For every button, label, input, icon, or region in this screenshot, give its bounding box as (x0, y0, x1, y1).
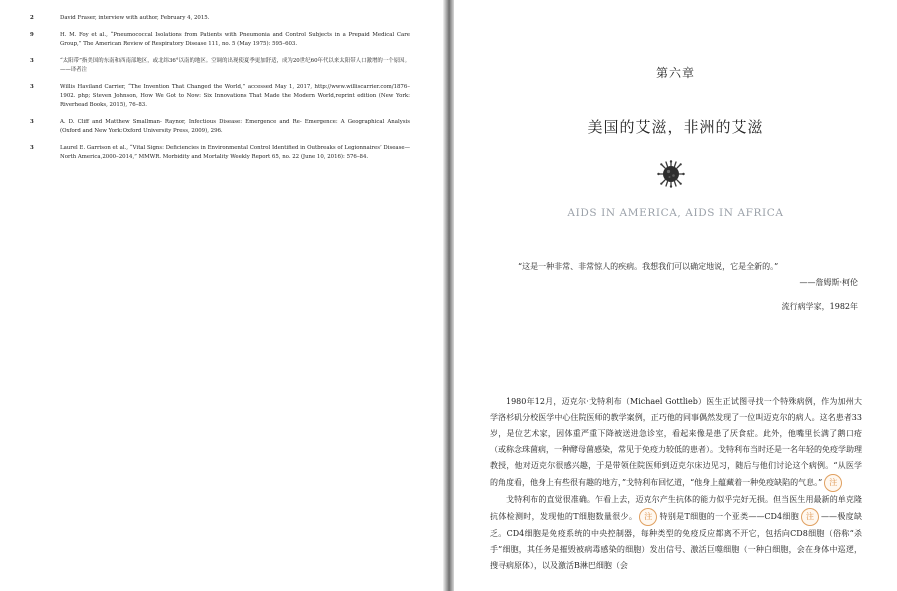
epigraph (518, 259, 858, 315)
body-paragraph-text: 戈特利布的直觉很准确。乍看上去，迈克尔产生抗体的能力似乎完好无损。但当医生用最新的单克隆抗体检测时，发现他的T细胞数量很少。 (490, 495, 862, 521)
endnote-item (30, 57, 410, 75)
endnote-number: 3 (30, 119, 34, 125)
endnote-text: Willis Haviland Carrier, “The Invention That Changed the World,” accessed May 1, 2017, http://www.williscarrier.com/1876–1902. php; Steven Johnson, How We Got to Now: Six Innovations That Made the Modern World,reprint edition (New York: Riverhead Books, 2015), 76–83. (60, 84, 410, 108)
body-paragraph-text: 1980年12月，迈克尔·戈特利布（Michael Gottlieb）医生正试图寻找一个特殊病例，作为加州大学洛杉矶分校医学中心住院医师的教学案例，正巧他的同事偶然发现了一位叫迈克尔的病人。这名患者33岁，是位艺术家，因体重严重下降被送进急诊室，看起来像是患了厌食症。此外，他嘴里长满了鹅口疮（或称念珠菌病，一种酵母菌感染，常见于免疫力较低的患者）。戈特利布当时还是一名年轻的免疫学助理教授，他对迈克尔很感兴趣，于是带领住院医师到迈克尔床边见习，随后与他们讨论这个病例。“从医学的角度看，他身上有些很有趣的地方，”戈特利布回忆道，“他身上蕴藏着一种免疫缺陷的气息。” (490, 397, 862, 487)
chapter-label: 第六章 (655, 66, 695, 80)
body-paragraph-text: 特别是T细胞的一个亚类——CD4细胞 (659, 512, 800, 521)
endnote-number: 3 (30, 145, 34, 151)
annotation-marker[interactable]: 注 (824, 474, 842, 492)
epigraph-author: ——詹姆斯·柯伦 (799, 278, 858, 287)
endnote-text: “太阳带”指美国的东南和西南部地区，或北纬36°以南的地区。空调的出现使夏季更加舒适，成为20世纪60年代以来太阳带人口激增的一个原因。——译者注 (60, 58, 410, 73)
chapter-english-title: AIDS IN AMERICA, AIDS IN AFRICA (567, 207, 784, 219)
endnote-text: A. D. Cliff and Matthew Smallman- Raynor, Infectious Disease: Emergence and Re- Emergence: A Geographical Analysis (Oxford and New York:Oxford University Press, 2009), 296. (60, 119, 410, 134)
endnote-text: David Fraser, interview with author, February 4, 2015. (60, 15, 210, 21)
endnote-item (30, 118, 410, 136)
epigraph-role: 流行病学家，1982年 (781, 302, 858, 311)
endnote-number: 3 (30, 84, 34, 90)
body-paragraph (490, 492, 862, 574)
book-spine-gutter (443, 0, 454, 591)
epigraph-quote: “这是一种非常、非常惊人的疾病。我想我们可以确定地说，它是全新的。” (518, 262, 779, 271)
endnote-number: 2 (30, 15, 34, 21)
annotation-marker[interactable]: 注 (639, 508, 657, 526)
annotation-marker[interactable]: 注 (801, 508, 819, 526)
endnote-number: 3 (30, 58, 34, 64)
left-page (0, 0, 443, 591)
endnote-number: 9 (30, 32, 34, 38)
endnote-item (30, 83, 410, 110)
virus-icon (657, 160, 685, 188)
chapter-body (490, 394, 862, 574)
endnote-item (30, 31, 410, 49)
endnote-text: H. M. Foy et al., “Pneumococcal Isolations from Patients with Pneumonia and Control Subjects in a Prepaid Medical Care Group,” The American Review of Respiratory Disease 111, no. 5 (May 1975): 595–603. (60, 32, 410, 47)
chapter-title: 美国的艾滋，非洲的艾滋 (587, 118, 764, 136)
body-paragraph-text: ——极度缺乏。CD4细胞是免疫系统的中央控制器，每种类型的免疫反应都离不开它，包括向CD8细胞（俗称“杀手”细胞，其任务是摧毁被病毒感染的细胞）发出信号、激活巨噬细胞（一种白细胞，会在身体中巡逻，搜寻病原体），以及激活B淋巴细胞（会 (490, 512, 863, 570)
endnote-item (30, 14, 410, 23)
right-page (454, 0, 897, 591)
endnotes-list (30, 14, 410, 170)
endnote-item (30, 144, 410, 162)
endnote-text: Laurel E. Garrison et al., “Vital Signs: Deficiencies in Environmental Control Identified in Outbreaks of Legionnaires’ Disease—North America,2000–2014,” MMWR. Morbidity and Mortality Weekly Report 65, no. 22 (June 10, 2016): 576–84. (60, 145, 410, 160)
body-paragraph (490, 394, 862, 492)
